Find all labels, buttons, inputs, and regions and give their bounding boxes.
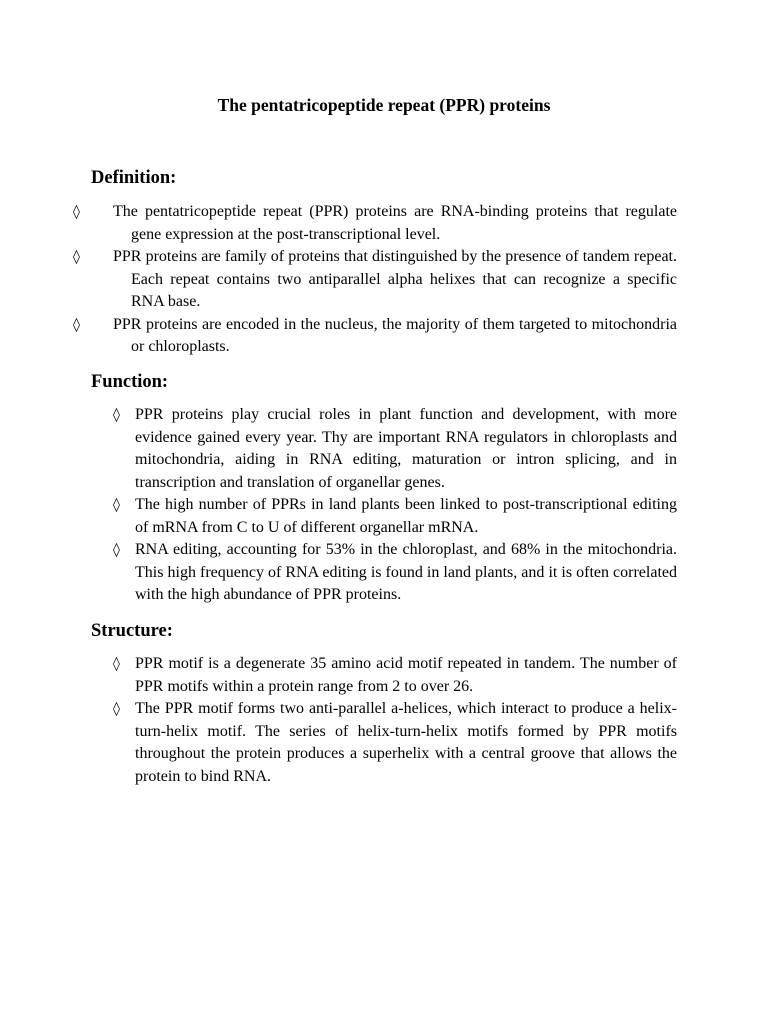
structure-heading: Structure: [91, 621, 173, 641]
list-item-text: RNA editing, accounting for 53% in the chloroplast, and 68% in the mitochondria. This high frequency of RNA editing is found in land plants, and it is often correlated with the high abundance of PPR proteins. [135, 541, 677, 603]
list-item: ◊ The pentatricopeptide repeat (PPR) proteins are RNA-binding proteins that regulate gene expression at the post-transcriptional level. [73, 203, 677, 243]
list-item [113, 653, 677, 698]
list-item: ◊ PPR proteins are encoded in the nucleus, the majority of them targeted to mitochondria or chloroplasts. [73, 315, 677, 355]
diamond-bullet-icon: ◊ [113, 542, 120, 558]
list-item [113, 539, 677, 607]
list-item: ◊ PPR proteins are family of proteins that distinguished by the presence of tandem repeat. Each repeat contains two antiparallel alpha helixes that can recognize a specific RNA base. [73, 248, 677, 310]
list-item-text: The high number of PPRs in land plants been linked to post-transcriptional editing of mRNA from C to U of different organellar mRNA. [135, 496, 677, 536]
diamond-bullet-icon: ◊ [113, 701, 120, 717]
list-item-text: The PPR motif forms two anti-parallel a-helices, which interact to produce a helix-turn-helix motif. The series of helix-turn-helix motifs formed by PPR motifs throughout the protein produces a superhelix with a central groove that allows the protein to bind RNA. [135, 700, 677, 785]
diamond-bullet-icon: ◊ [113, 497, 120, 513]
diamond-bullet-icon: ◊ [113, 656, 120, 672]
list-item [113, 404, 677, 494]
diamond-bullet-icon: ◊ [113, 407, 120, 423]
list-item-text: PPR motif is a degenerate 35 amino acid motif repeated in tandem. The number of PPR motifs within a protein range from 2 to over 26. [135, 655, 677, 695]
function-list [113, 404, 677, 607]
structure-list [113, 653, 677, 788]
list-item-text: PPR proteins play crucial roles in plant function and development, with more evidence gained every year. Thy are important RNA regulators in chloroplasts and mitochondria, aiding in RNA editing, maturation or intron splicing, and in transcription and translation of organellar genes. [135, 406, 677, 491]
list-item [113, 698, 677, 788]
list-item [113, 494, 677, 539]
function-heading: Function: [91, 372, 169, 392]
list-item-text: PPR proteins are encoded in the nucleus, the majority of them targeted to mitochondria or chloroplasts. [113, 315, 677, 355]
list-item-text: The pentatricopeptide repeat (PPR) proteins are RNA-binding proteins that regulate gene expression at the post-transcriptional level. [113, 203, 677, 243]
definition-heading: Definition: [91, 168, 177, 188]
document-title: The pentatricopeptide repeat (PPR) proteins [217, 95, 551, 115]
list-item-text: PPR proteins are family of proteins that distinguished by the presence of tandem repeat. Each repeat contains two antiparallel alpha helixes that can recognize a specific RNA base. [113, 248, 677, 310]
definition-list [73, 201, 677, 359]
